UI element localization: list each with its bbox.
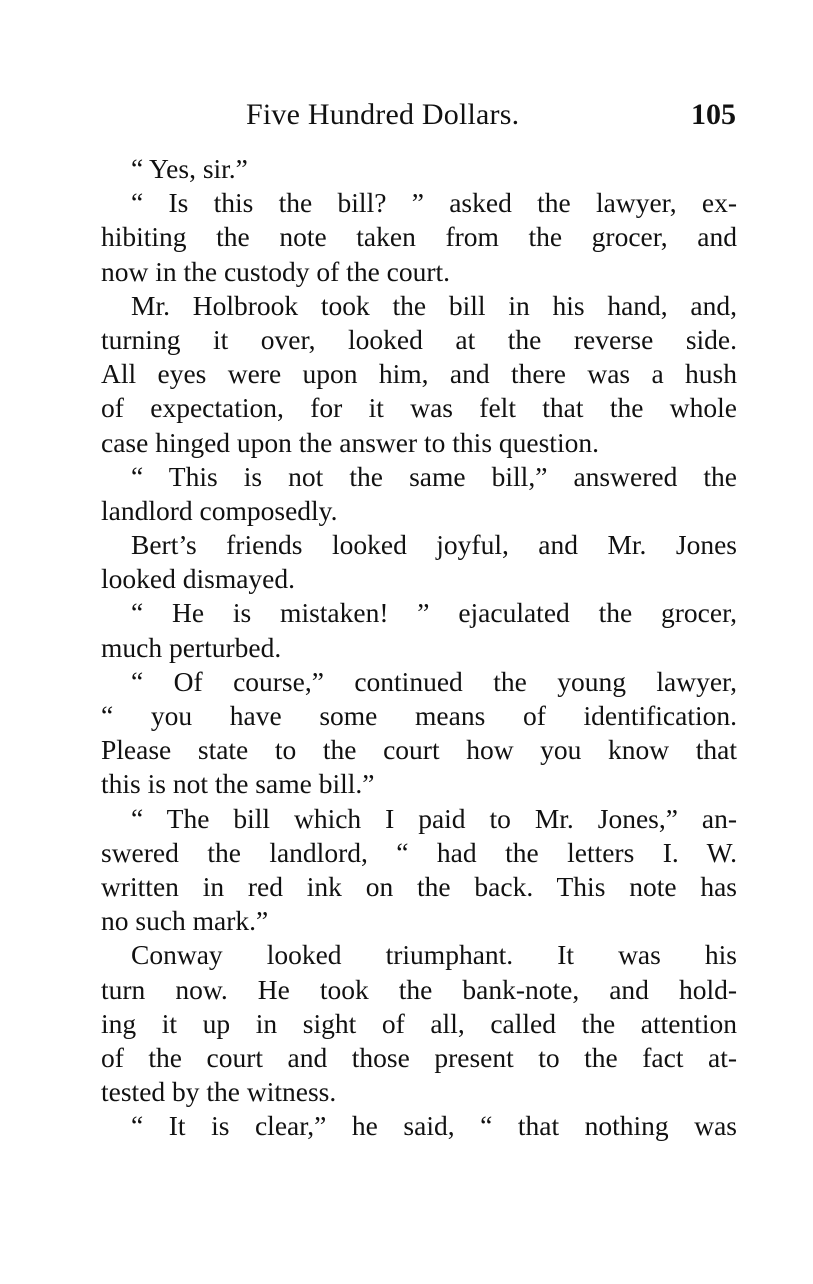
text-line: turn now. He took the bank-note, and hold- [101, 973, 737, 1005]
text-line: “ you have some means of identification. [101, 700, 737, 731]
text-line: written in red ink on the back. This note has [101, 870, 737, 902]
text-line: now in the custody of the court. [101, 255, 451, 287]
text-line: turning it over, looked at the reverse side. [101, 323, 737, 355]
text-line: Conway looked triumphant. It was his [131, 939, 737, 971]
page-number: 105 [691, 98, 736, 131]
text-line: this is not the same bill.” [101, 768, 375, 800]
text-line: swered the landlord, “ had the letters I. W. [101, 836, 737, 868]
text-line: “ He is mistaken! ” ejaculated the grocer, [131, 597, 737, 629]
text-line: much perturbed. [101, 631, 282, 663]
text-line: Mr. Holbrook took the bill in his hand, and, [131, 289, 737, 321]
text-line: landlord composedly. [101, 494, 338, 526]
text-line: “ Yes, sir.” [131, 153, 248, 184]
running-header [100, 98, 740, 138]
text-line: ing it up in sight of all, called the attention [101, 1007, 737, 1039]
text-line: “ The bill which I paid to Mr. Jones,” an- [131, 802, 737, 834]
text-line: tested by the witness. [101, 1076, 337, 1108]
text-line: “ It is clear,” he said, “ that nothing was [131, 1110, 737, 1142]
text-line: All eyes were upon him, and there was a hush [101, 358, 737, 390]
running-title: Five Hundred Dollars. [246, 98, 520, 131]
text-line: “ Is this the bill? ” asked the lawyer, ex- [131, 187, 737, 219]
text-line: Please state to the court how you know that [101, 734, 737, 766]
body-text [101, 152, 737, 1143]
text-line: of the court and those present to the fact at- [101, 1041, 737, 1073]
text-line: looked dismayed. [101, 563, 295, 595]
text-line: “ Of course,” continued the young lawyer, [131, 665, 737, 697]
text-line: no such mark.” [101, 905, 269, 937]
text-line: case hinged upon the answer to this question. [101, 426, 599, 458]
text-line: “ This is not the same bill,” answered the [131, 460, 737, 492]
text-line: of expectation, for it was felt that the whole [101, 392, 737, 424]
text-line: Bert’s friends looked joyful, and Mr. Jones [131, 529, 737, 561]
text-line: hibiting the note taken from the grocer, and [101, 221, 737, 253]
